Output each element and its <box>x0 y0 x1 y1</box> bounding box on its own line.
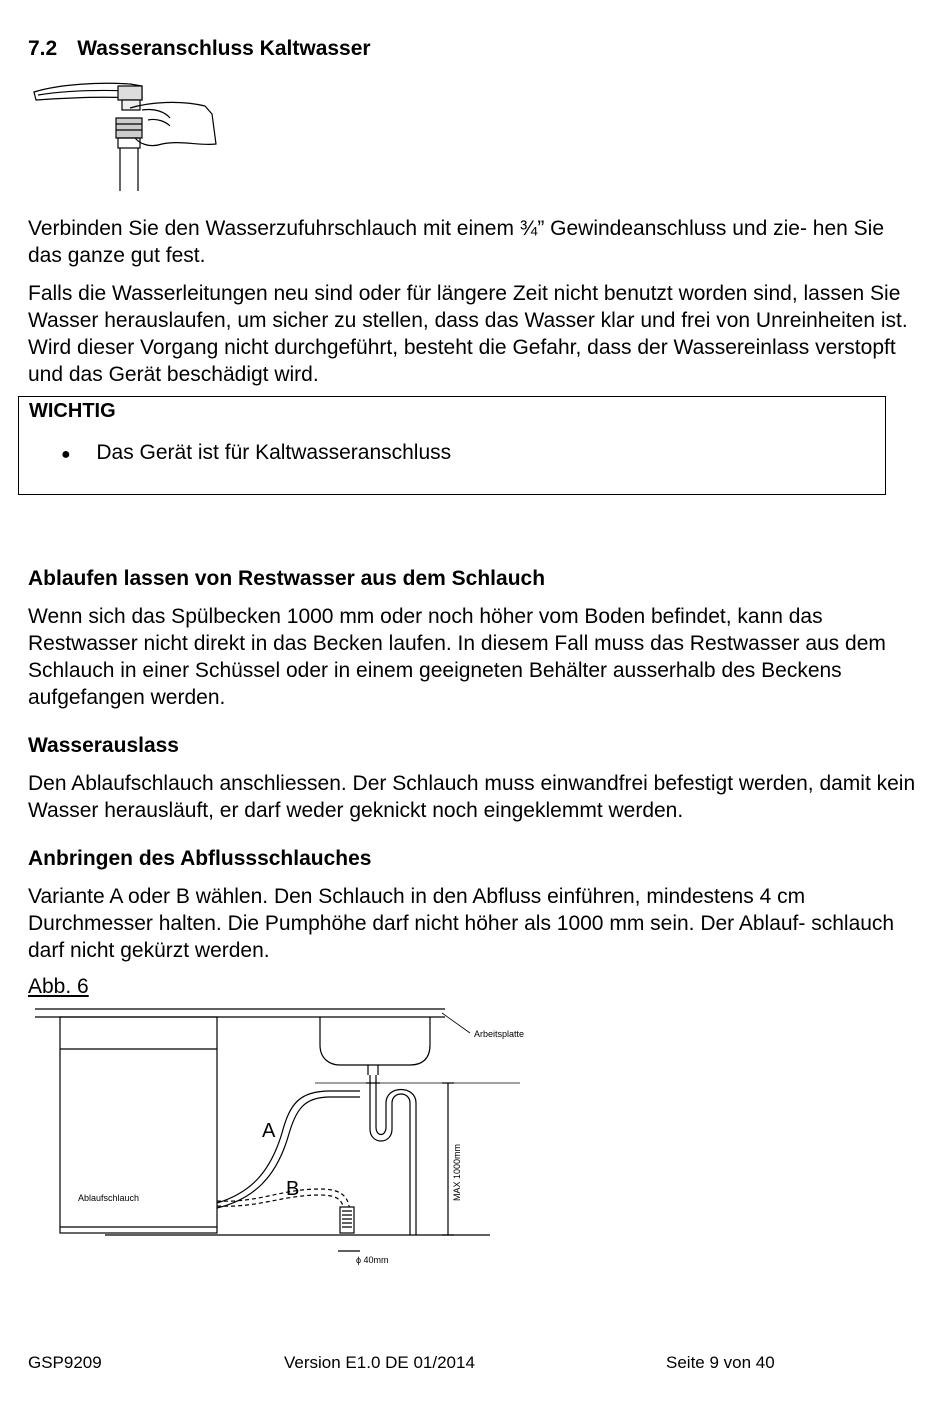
flush-paragraph: Falls die Wasserleitungen neu sind oder für längere Zeit nicht benutzt worden sind, lassen Sie Wasser herauslaufen, um sicher zu stellen, dass das Wasser klar und frei von Unreinheiten ist. Wird dieser Vorgang nicht durchgeführt, besteht die Gefahr, dass der Wassereinlass verstopft und das Gerät beschädigt wird. <box>28 282 908 386</box>
outlet-heading: Wasserauslass <box>28 734 179 757</box>
hose-heading: Anbringen des Abflussschlauches <box>28 847 372 870</box>
connection-paragraph: Verbinden Sie den Wasserzufuhrschlauch mit einem ¾” Gewindeanschluss und zie- hen Sie das ganze gut fest. <box>28 217 885 267</box>
faucet-connection-illustration <box>30 78 220 193</box>
section-heading <box>28 37 371 61</box>
footer-page-number: Seite 9 von 40 <box>666 1353 775 1372</box>
important-box <box>18 396 886 495</box>
section-number: 7.2 <box>28 37 58 60</box>
variant-a-label: A <box>262 1120 276 1142</box>
drain-hose-diagram <box>30 1003 540 1273</box>
variant-b-label: B <box>286 1178 300 1200</box>
footer-model: GSP9209 <box>28 1353 102 1372</box>
drain-heading: Ablaufen lassen von Restwasser aus dem Schlauch <box>28 567 546 590</box>
max-height-label: MAX 1000mm <box>452 1143 462 1201</box>
footer-version: Version E1.0 DE 01/2014 <box>284 1353 475 1372</box>
diameter-label: ϕ 40mm <box>356 1255 389 1265</box>
hose-label: Ablaufschlauch <box>78 1193 140 1203</box>
important-item-text: Das Gerät ist für Kaltwasseranschluss <box>96 441 452 464</box>
outlet-paragraph: Den Ablaufschlauch anschliessen. Der Schlauch muss einwandfrei befestigt werden, damit kein Wasser herausläuft, er darf weder geknickt noch eingeklemmt werden. <box>28 772 916 822</box>
bullet-icon: ● <box>61 446 71 463</box>
drain-paragraph: Wenn sich das Spülbecken 1000 mm oder noch höher vom Boden befindet, kann das Restwasser nicht direkt in das Becken laufen. In diesem Fall muss das Restwasser aus dem Schlauch in einer Schüssel oder in einem geeigneten Behälter ausserhalb des Beckens aufgefangen werden. <box>28 605 886 709</box>
important-item <box>61 441 451 465</box>
section-title: Wasseranschluss Kaltwasser <box>77 37 371 60</box>
important-title: WICHTIG <box>29 400 116 422</box>
hose-paragraph: Variante A oder B wählen. Den Schlauch in den Abfluss einführen, mindestens 4 cm Durchmesser halten. Die Pumphöhe darf nicht höher als 1000 mm sein. Der Ablauf- schlauch darf nicht gekürzt werden. <box>28 885 895 962</box>
countertop-label: Arbeitsplatte <box>474 1029 525 1039</box>
figure-caption: Abb. 6 <box>28 975 89 998</box>
